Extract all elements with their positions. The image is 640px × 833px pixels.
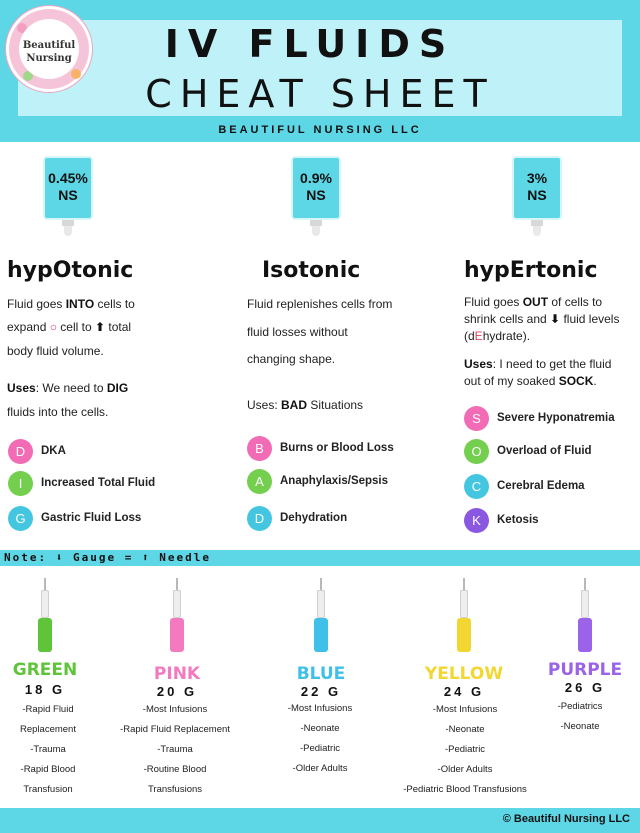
hypotonic-desc-line2: expand ○ cell to ⬆ total — [7, 320, 132, 334]
needle-color-name: PINK — [153, 664, 201, 684]
letter-badge: K — [464, 508, 489, 533]
iv-bag-label — [43, 170, 93, 204]
gauge-note: Note: ⬇ Gauge = ⬆ Needle — [4, 551, 211, 564]
needle-uses — [398, 700, 532, 800]
list-item-label: Gastric Fluid Loss — [41, 512, 142, 524]
needle-hub — [170, 618, 184, 652]
letter-badge: D — [247, 506, 272, 531]
iv-catheter-icon — [35, 578, 55, 658]
needle-gauge: 26 G — [564, 680, 606, 695]
hypertonic-uses-line1: Uses: I need to get the fluid — [464, 357, 612, 371]
cell-circle-icon: ○ — [49, 320, 57, 334]
down-arrow-icon: ⬇ — [550, 312, 561, 326]
needle-use-line: -Pediatric Blood Transfusions — [403, 784, 527, 795]
needle-hub — [38, 618, 52, 652]
needle-body — [460, 590, 468, 618]
iv-catheter-icon — [454, 578, 474, 658]
letter-badge: G — [8, 506, 33, 531]
copyright-text: © Beautiful Nursing LLC — [502, 813, 630, 825]
isotonic-uses: Uses: BAD Situations — [247, 398, 364, 412]
needle-use-line: -Most Infusions — [432, 704, 498, 715]
needle-use-line: -Rapid Fluid — [22, 704, 74, 715]
list-item-label: Severe Hyponatremia — [497, 412, 615, 424]
needle-use-line: -Pediatrics — [557, 701, 603, 712]
bag-solution: NS — [58, 187, 78, 203]
up-arrow-icon: ⬆ — [141, 551, 151, 564]
isotonic-desc-line1: Fluid replenishes cells from — [247, 297, 393, 311]
needle-hub — [314, 618, 328, 652]
list-item-label: Increased Total Fluid — [41, 477, 156, 489]
iv-catheter-icon — [167, 578, 187, 658]
list-item-label: Overload of Fluid — [497, 445, 592, 457]
letter-badge: I — [8, 471, 33, 496]
note-band — [0, 550, 640, 566]
needle-use-line: -Neonate — [560, 721, 600, 732]
hypertonic-desc-line3: (dEhydrate). — [464, 329, 531, 343]
needle-color-name: YELLOW — [424, 664, 504, 684]
iv-bag-label — [512, 170, 562, 204]
hypotonic-heading: hypOtonic — [7, 258, 134, 283]
needle-gauge: 22 G — [300, 684, 342, 699]
needle-uses — [270, 699, 370, 779]
logo-text-line1: Beautiful — [22, 40, 76, 51]
bag-port — [533, 226, 541, 236]
list-item-label: Burns or Blood Loss — [280, 442, 394, 454]
company-name: BEAUTIFUL NURSING LLC — [218, 124, 422, 136]
needle-use-line: -Pediatric — [299, 743, 341, 754]
letter-badge: S — [464, 406, 489, 431]
iv-bag-hypotonic — [43, 156, 93, 242]
hypotonic-uses-line1: Uses: We need to DIG — [7, 381, 129, 395]
flower-icon — [71, 69, 81, 79]
needle-use-line: -Rapid Fluid Replacement — [120, 724, 230, 735]
bag-concentration: 0.45% — [48, 170, 88, 186]
logo-text — [13, 39, 85, 65]
bag-port — [312, 226, 320, 236]
hypertonic-desc-line2: shrink cells and ⬇ fluid levels — [464, 312, 620, 326]
needle-use-line: -Neonate — [445, 724, 485, 735]
logo-text-line2: Nursing — [26, 53, 72, 64]
bag-solution: NS — [527, 187, 547, 203]
hypertonic-uses-line2: out of my soaked SOCK. — [464, 374, 597, 388]
needle-tip — [44, 578, 46, 590]
list-item-label: Cerebral Edema — [497, 480, 585, 492]
needle-body — [317, 590, 325, 618]
needle-tip — [176, 578, 178, 590]
bag-concentration: 3% — [526, 170, 548, 186]
needle-uses — [114, 700, 236, 800]
letter-badge: C — [464, 474, 489, 499]
list-item-label: Anaphylaxis/Sepsis — [280, 475, 389, 487]
iv-catheter-icon — [575, 578, 595, 658]
needle-body — [581, 590, 589, 618]
hypertonic-heading: hypErtonic — [464, 258, 598, 283]
needle-tip — [320, 578, 322, 590]
list-item-label: Ketosis — [497, 514, 539, 526]
hypertonic-desc-line1: Fluid goes OUT of cells to — [464, 295, 603, 309]
bag-concentration: 0.9% — [300, 170, 332, 186]
needle-use-line: -Neonate — [300, 723, 340, 734]
hypotonic-uses-line2: fluids into the cells. — [7, 405, 109, 419]
needle-tip — [584, 578, 586, 590]
isotonic-heading: Isotonic — [262, 258, 361, 283]
iv-bag-label — [291, 170, 341, 204]
needle-use-line: -Rapid Blood — [20, 764, 76, 775]
needle-use-line: -Most Infusions — [142, 704, 208, 715]
needle-use-line: Replacement — [20, 724, 76, 735]
letter-badge: D — [8, 439, 33, 464]
down-arrow-icon: ⬇ — [55, 551, 65, 564]
up-arrow-icon: ⬆ — [94, 320, 106, 334]
needle-use-line: -Older Adults — [292, 763, 348, 774]
footer-band — [0, 808, 640, 833]
needle-uses — [2, 700, 94, 800]
page-subtitle: CHEAT SHEET — [145, 72, 495, 116]
needle-hub — [578, 618, 592, 652]
needle-hub — [457, 618, 471, 652]
letter-badge: O — [464, 439, 489, 464]
needle-color-name: BLUE — [296, 664, 346, 684]
letter-badge: B — [247, 436, 272, 461]
needle-use-line: -Older Adults — [437, 764, 493, 775]
iv-catheter-icon — [311, 578, 331, 658]
brand-logo — [6, 6, 92, 92]
iv-bag-hypertonic — [512, 156, 562, 242]
page-title: IV FLUIDS — [164, 22, 456, 66]
needle-use-line: -Trauma — [157, 744, 193, 755]
needle-gauge: 24 G — [443, 684, 485, 699]
needle-use-line: -Trauma — [30, 744, 66, 755]
needle-use-line: Transfusions — [147, 784, 203, 795]
needle-uses — [540, 697, 620, 737]
list-item-label: DKA — [41, 445, 66, 457]
letter-badge: A — [247, 469, 272, 494]
needle-use-line: -Most Infusions — [287, 703, 353, 714]
needle-tip — [463, 578, 465, 590]
isotonic-desc-line2: fluid losses without — [247, 325, 348, 339]
hypotonic-desc-line3: body fluid volume. — [7, 344, 104, 358]
bag-solution: NS — [306, 187, 326, 203]
list-item-label: Dehydration — [280, 512, 348, 524]
needle-body — [173, 590, 181, 618]
needle-use-line: -Routine Blood — [143, 764, 207, 775]
bag-port — [64, 226, 72, 236]
needle-color-name: GREEN — [12, 660, 78, 680]
isotonic-desc-line3: changing shape. — [247, 352, 336, 366]
needle-use-line: Transfusion — [23, 784, 73, 795]
needle-body — [41, 590, 49, 618]
needle-color-name: PURPLE — [547, 660, 623, 680]
needle-gauge: 20 G — [156, 684, 198, 699]
hypotonic-desc-line1: Fluid goes INTO cells to — [7, 297, 135, 311]
needle-use-line: -Pediatric — [444, 744, 486, 755]
iv-bag-isotonic — [291, 156, 341, 242]
needle-gauge: 18 G — [24, 682, 66, 697]
